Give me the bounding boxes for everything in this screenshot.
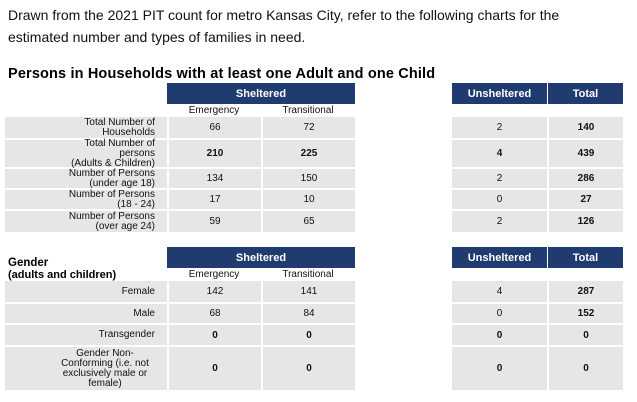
emergency-value: 0 — [212, 363, 218, 374]
transitional-subheader-2: Transitional — [261, 268, 355, 281]
table-row — [452, 325, 623, 345]
transitional-value: 0 — [306, 329, 312, 341]
table-row — [5, 137, 355, 169]
row-label: Male — [133, 307, 155, 319]
transitional-value: 0 — [306, 363, 312, 374]
gender-table-title: Gender (adults and children) — [8, 257, 117, 281]
table-row — [452, 347, 623, 390]
table-row — [5, 117, 355, 138]
table-row — [5, 211, 355, 232]
total-value: 140 — [577, 122, 595, 133]
table-row — [5, 190, 355, 209]
total-value: 152 — [577, 308, 595, 319]
row-label: Number of Persons (under age 18) — [68, 167, 155, 189]
total-value: 0 — [583, 329, 589, 341]
total-value: 287 — [577, 286, 595, 297]
transitional-value: 10 — [303, 194, 315, 205]
table-row — [452, 169, 623, 188]
table-row — [452, 304, 623, 323]
emergency-value: 210 — [206, 148, 224, 159]
unsheltered-value: 0 — [496, 308, 503, 319]
row-label: Total Number of persons (Adults & Children) — [71, 137, 155, 169]
table-row — [5, 169, 355, 188]
unsheltered-value: 2 — [496, 216, 503, 227]
sheltered-header: Sheltered — [167, 83, 355, 104]
total-value: 286 — [577, 173, 595, 184]
transitional-value: 141 — [300, 286, 318, 297]
unsheltered-header-2: Unsheltered — [452, 247, 547, 268]
emergency-value: 68 — [209, 308, 221, 319]
table-row — [5, 325, 355, 345]
table-row — [5, 281, 355, 302]
emergency-value: 66 — [209, 122, 221, 133]
total-value: 126 — [577, 216, 595, 227]
total-value: 439 — [577, 148, 595, 159]
table-row — [452, 211, 623, 232]
intro-line-2: estimated number and types of families in need. — [8, 29, 306, 45]
total-header: Total — [548, 83, 623, 104]
emergency-value: 134 — [206, 173, 224, 184]
row-label: Transgender — [98, 329, 155, 340]
transitional-value: 84 — [303, 308, 315, 319]
gender-unsheltered-panel — [452, 281, 623, 390]
households-unsheltered-panel — [452, 117, 623, 232]
table-row — [452, 281, 623, 302]
table-row — [452, 117, 623, 138]
sheltered-header-2: Sheltered — [167, 247, 355, 268]
emergency-subheader: Emergency — [167, 104, 261, 117]
unsheltered-value: 4 — [496, 286, 503, 297]
total-value: 0 — [583, 363, 589, 374]
unsheltered-value: 0 — [496, 329, 503, 341]
row-label: Gender Non- Conforming (i.e. not exclusively male or female) — [61, 347, 149, 389]
transitional-value: 150 — [300, 173, 318, 184]
table-row — [452, 140, 623, 167]
emergency-value: 142 — [206, 286, 224, 297]
emergency-value: 59 — [209, 216, 221, 227]
intro-paragraph — [8, 4, 628, 48]
households-sheltered-panel — [5, 117, 355, 232]
table-row — [452, 190, 623, 209]
unsheltered-value: 2 — [496, 173, 503, 184]
households-table-title: Persons in Households with at least one Adult and one Child — [8, 66, 436, 82]
unsheltered-value: 0 — [496, 363, 503, 374]
table-row — [5, 347, 355, 390]
intro-line-1: Drawn from the 2021 PIT count for metro Kansas City, refer to the following charts for the — [8, 7, 560, 23]
row-label: Number of Persons (over age 24) — [68, 210, 155, 232]
table-row — [5, 304, 355, 323]
row-label: Number of Persons (18 - 24) — [68, 188, 155, 210]
emergency-value: 0 — [212, 329, 218, 341]
transitional-subheader: Transitional — [261, 104, 355, 117]
unsheltered-value: 4 — [496, 148, 503, 159]
row-label: Female — [121, 285, 155, 297]
total-value: 27 — [580, 194, 592, 205]
gender-sheltered-panel — [5, 281, 355, 390]
transitional-value: 225 — [300, 148, 318, 159]
unsheltered-value: 0 — [496, 194, 503, 205]
emergency-value: 17 — [209, 194, 221, 205]
unsheltered-value: 2 — [496, 122, 503, 133]
total-header-2: Total — [548, 247, 623, 268]
unsheltered-header: Unsheltered — [452, 83, 547, 104]
transitional-value: 65 — [303, 216, 315, 227]
emergency-subheader-2: Emergency — [167, 268, 261, 281]
row-label: Total Number of Households — [84, 116, 155, 138]
transitional-value: 72 — [303, 122, 315, 133]
